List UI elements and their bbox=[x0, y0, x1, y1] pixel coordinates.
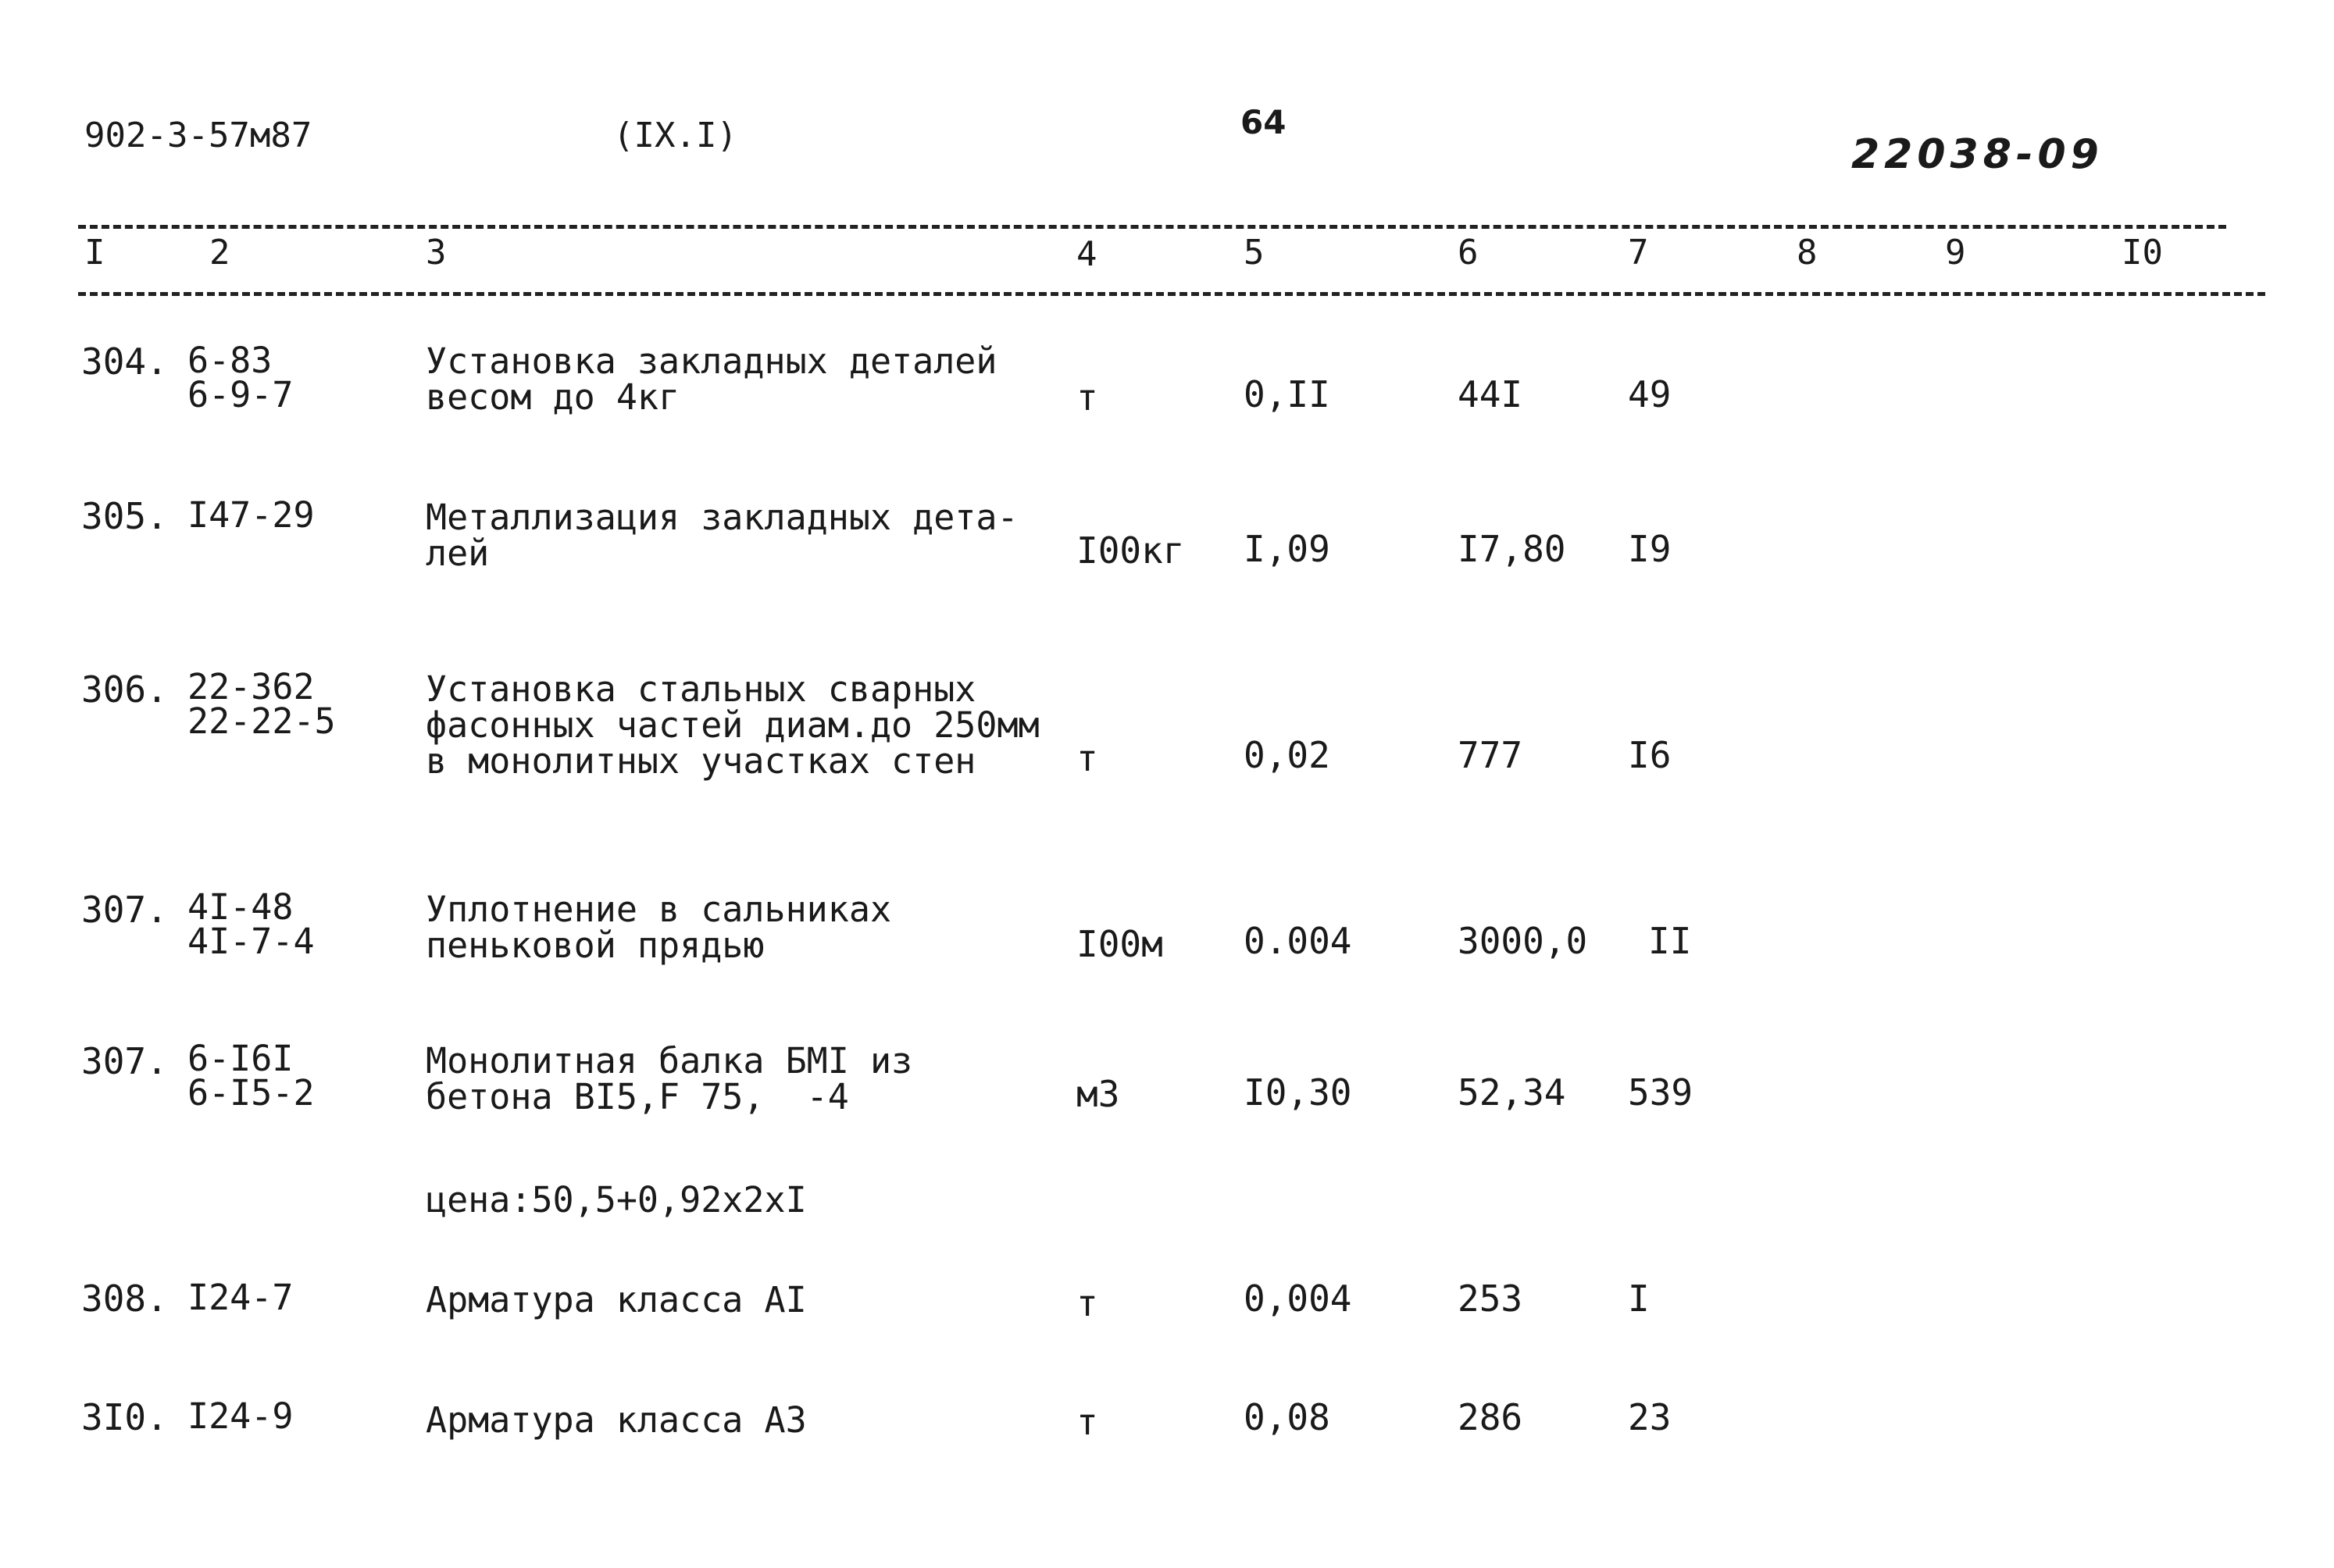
row-code: 4I-48 4I-7-4 bbox=[187, 886, 315, 962]
row-quantity: I0,30 bbox=[1244, 1071, 1352, 1114]
row-unit: т bbox=[1076, 376, 1098, 419]
column-header-3: 3 bbox=[426, 233, 447, 273]
header-dashed-rule bbox=[78, 292, 2265, 296]
row-total: 539 bbox=[1628, 1071, 1693, 1114]
row-number: 3I0. bbox=[81, 1396, 168, 1438]
row-total: I9 bbox=[1628, 528, 1672, 570]
page-number: 64 bbox=[1240, 103, 1287, 141]
row-total: 23 bbox=[1628, 1396, 1672, 1438]
row-number: 305. bbox=[81, 495, 168, 537]
column-header-8: 8 bbox=[1797, 233, 1818, 273]
row-description: Арматура класса AI bbox=[426, 1279, 807, 1320]
column-header-7: 7 bbox=[1628, 233, 1649, 273]
row-number: 307. bbox=[81, 889, 168, 931]
section-label: (IX.I) bbox=[613, 116, 737, 155]
row-quantity: 0,II bbox=[1244, 373, 1330, 415]
row-total: 49 bbox=[1628, 373, 1672, 415]
column-header-2: 2 bbox=[209, 233, 230, 273]
row-description: Установка закладных деталей весом до 4кг bbox=[426, 340, 997, 418]
row-description: Арматура класса A3 bbox=[426, 1399, 807, 1441]
row-unit: I00кг bbox=[1076, 529, 1185, 572]
column-header-10: I0 bbox=[2122, 233, 2163, 273]
column-header-5: 5 bbox=[1244, 233, 1265, 273]
row-description: Металлизация закладных дета- лей bbox=[426, 497, 1019, 574]
row-code: I47-29 bbox=[187, 494, 315, 536]
row-price: 3000,0 bbox=[1458, 920, 1588, 962]
column-header-9: 9 bbox=[1945, 233, 1966, 273]
row-quantity: 0,02 bbox=[1244, 734, 1330, 776]
row-unit: т bbox=[1076, 737, 1098, 779]
document-code: 902-3-57м87 bbox=[84, 116, 312, 155]
row-description: Установка стальных сварных фасонных частей диам.до 250мм в монолитных участках стен bbox=[426, 668, 1040, 782]
top-dashed-rule bbox=[78, 225, 2226, 229]
column-header-4: 4 bbox=[1076, 234, 1097, 274]
row-code: 6-I6I 6-I5-2 bbox=[187, 1038, 315, 1114]
column-header-6: 6 bbox=[1458, 233, 1479, 273]
row-code: I24-7 bbox=[187, 1277, 294, 1318]
row-quantity: 0,08 bbox=[1244, 1396, 1330, 1438]
row-description: Монолитная балка БМI из бетона BI5,F 75, -4 bbox=[426, 1040, 913, 1117]
row-quantity: 0,004 bbox=[1244, 1278, 1352, 1320]
row-code: 6-83 6-9-7 bbox=[187, 340, 294, 415]
row-description: Уплотнение в сальниках пеньковой прядью bbox=[426, 889, 892, 966]
row-code: I24-9 bbox=[187, 1395, 294, 1437]
row-number: 307. bbox=[81, 1040, 168, 1082]
row-price: 253 bbox=[1458, 1278, 1523, 1320]
row-number: 306. bbox=[81, 668, 168, 711]
price-note: цена:50,5+0,92x2xI bbox=[426, 1179, 807, 1221]
row-number: 304. bbox=[81, 340, 168, 383]
row-price: 777 bbox=[1458, 734, 1523, 776]
row-code: 22-362 22-22-5 bbox=[187, 666, 336, 742]
row-price: 286 bbox=[1458, 1396, 1523, 1438]
row-price: 44I bbox=[1458, 373, 1523, 415]
row-total: I bbox=[1628, 1278, 1650, 1320]
row-quantity: 0.004 bbox=[1244, 920, 1352, 962]
row-total: I6 bbox=[1628, 734, 1672, 776]
row-quantity: I,09 bbox=[1244, 528, 1330, 570]
row-unit: т bbox=[1076, 1401, 1098, 1443]
row-number: 308. bbox=[81, 1278, 168, 1320]
row-price: 52,34 bbox=[1458, 1071, 1566, 1114]
handwritten-code: 22038-09 bbox=[1851, 131, 2104, 178]
row-total: II bbox=[1648, 920, 1692, 962]
row-unit: I00м bbox=[1076, 923, 1163, 965]
row-unit: т bbox=[1076, 1282, 1098, 1324]
row-price: I7,80 bbox=[1458, 528, 1566, 570]
row-unit: м3 bbox=[1076, 1073, 1120, 1115]
column-header-1: I bbox=[84, 233, 105, 273]
